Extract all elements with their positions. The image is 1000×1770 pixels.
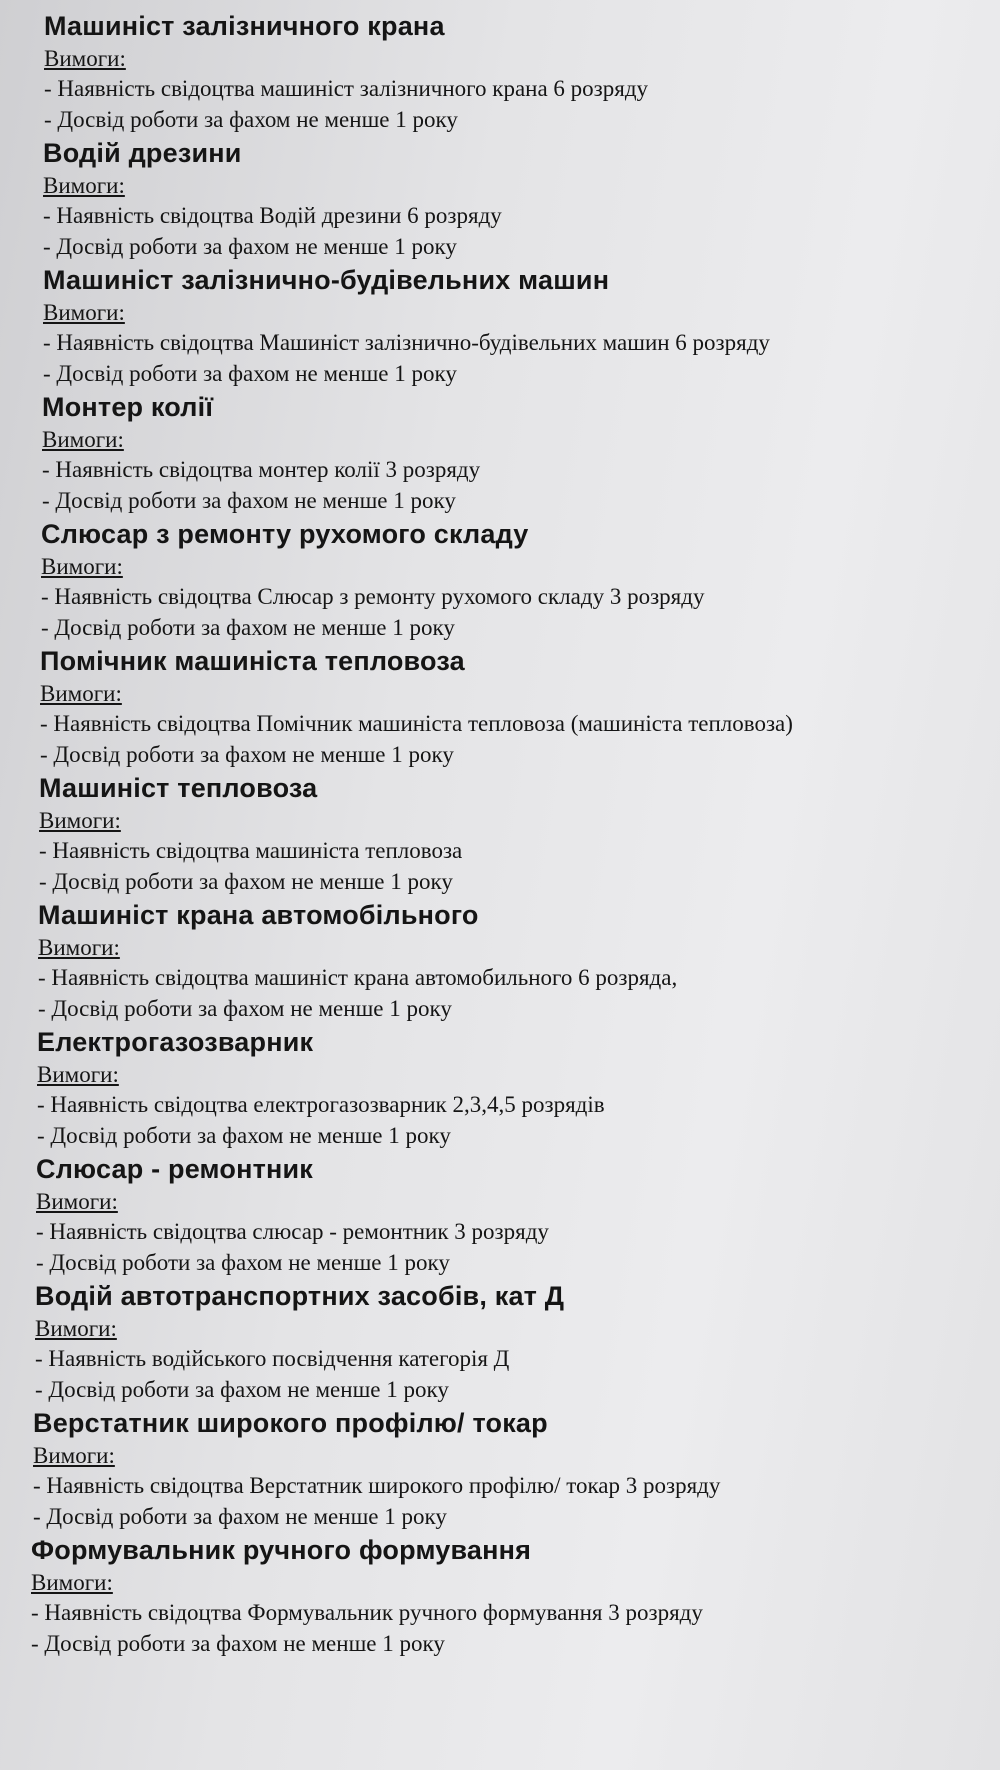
job-entry xyxy=(40,643,980,770)
requirement-item: - Досвід роботи за фахом не менше 1 року xyxy=(36,1249,450,1275)
requirements-label: Вимоги: xyxy=(33,1443,115,1468)
job-title: Машиніст крана автомобільного xyxy=(38,900,479,930)
job-title: Водій дрезини xyxy=(43,138,242,168)
requirement-item: - Наявність свідоцтва Верстатник широкого профілю/ токар 3 розряду xyxy=(33,1473,721,1498)
requirement-item: - Досвід роботи за фахом не менше 1 року xyxy=(41,614,455,640)
job-entry xyxy=(44,8,980,135)
job-entry xyxy=(43,135,980,262)
job-title: Верстатник широкого профілю/ токар xyxy=(33,1408,548,1438)
requirement-item: - Наявність свідоцтва слюсар - ремонтник 3 розряду xyxy=(36,1219,549,1244)
job-title: Машиніст залізничного крана xyxy=(44,11,445,41)
job-entry xyxy=(43,262,980,389)
requirement-item: - Досвід роботи за фахом не менше 1 року xyxy=(44,106,458,132)
job-title: Водій автотранспортних засобів, кат Д xyxy=(35,1281,565,1311)
requirement-item: - Наявність свідоцтва Формувальник ручного формування 3 розряду xyxy=(31,1600,703,1625)
requirement-item: - Досвід роботи за фахом не менше 1 року xyxy=(35,1376,449,1402)
requirements-label: Вимоги: xyxy=(43,173,125,198)
requirement-item: - Наявність свідоцтва Водій дрезини 6 розряду xyxy=(43,203,502,228)
requirements-label: Вимоги: xyxy=(35,1316,117,1341)
requirements-label: Вимоги: xyxy=(38,935,120,960)
job-entry xyxy=(39,770,980,897)
requirements-label: Вимоги: xyxy=(39,808,121,833)
job-title: Слюсар з ремонту рухомого складу xyxy=(41,519,529,549)
requirement-item: - Наявність свідоцтва електрогазозварник 2,3,4,5 розрядів xyxy=(37,1092,605,1117)
requirement-item: - Наявність свідоцтва машиніст крана автомобильного 6 розряда, xyxy=(38,965,678,990)
requirement-item: - Наявність свідоцтва Слюсар з ремонту рухомого складу 3 розряду xyxy=(41,584,705,609)
job-entry xyxy=(35,1278,980,1405)
requirement-item: - Досвід роботи за фахом не менше 1 року xyxy=(43,360,457,386)
requirement-item: - Досвід роботи за фахом не менше 1 року xyxy=(31,1630,445,1656)
job-title: Монтер колії xyxy=(42,392,214,422)
requirements-label: Вимоги: xyxy=(31,1570,113,1595)
job-entry xyxy=(36,1151,980,1278)
requirement-item: - Досвід роботи за фахом не менше 1 року xyxy=(39,868,453,894)
job-entry xyxy=(31,1532,980,1659)
requirement-item: - Досвід роботи за фахом не менше 1 року xyxy=(42,487,456,513)
requirements-label: Вимоги: xyxy=(43,300,125,325)
job-title: Формувальник ручного формування xyxy=(31,1535,532,1565)
job-title: Машиніст тепловоза xyxy=(39,773,318,803)
requirement-item: - Досвід роботи за фахом не менше 1 року xyxy=(38,995,452,1021)
job-entry xyxy=(42,389,980,516)
requirement-item: - Наявність свідоцтва Помічник машиніста тепловоза (машиніста тепловоза) xyxy=(40,711,793,736)
requirement-item: - Наявність свідоцтва машиніст залізничного крана 6 розряду xyxy=(44,76,649,101)
job-title: Машиніст залізнично-будівельних машин xyxy=(43,265,610,295)
requirement-item: - Досвід роботи за фахом не менше 1 року xyxy=(37,1122,451,1148)
job-entry xyxy=(38,897,980,1024)
requirements-label: Вимоги: xyxy=(37,1062,119,1087)
requirements-label: Вимоги: xyxy=(41,554,123,579)
requirement-item: - Наявність свідоцтва Машиніст залізнично-будівельних машин 6 розряду xyxy=(43,330,770,355)
job-title: Електрогазозварник xyxy=(37,1027,314,1057)
requirement-item: - Досвід роботи за фахом не менше 1 року xyxy=(43,233,457,259)
requirements-label: Вимоги: xyxy=(42,427,124,452)
job-entry xyxy=(41,516,980,643)
requirements-label: Вимоги: xyxy=(36,1189,118,1214)
requirement-item: - Досвід роботи за фахом не менше 1 року xyxy=(33,1503,447,1529)
requirement-item: - Досвід роботи за фахом не менше 1 року xyxy=(40,741,454,767)
job-entry xyxy=(37,1024,980,1151)
requirements-label: Вимоги: xyxy=(44,46,126,71)
requirement-item: - Наявність свідоцтва монтер колії 3 розряду xyxy=(42,457,481,482)
job-title: Помічник машиніста тепловоза xyxy=(40,646,465,676)
requirements-label: Вимоги: xyxy=(40,681,122,706)
requirement-item: - Наявність водійського посвідчення категорія Д xyxy=(35,1346,510,1371)
requirement-item: - Наявність свідоцтва машиніста тепловоза xyxy=(39,838,463,863)
job-title: Слюсар - ремонтник xyxy=(36,1154,314,1184)
job-entry xyxy=(33,1405,980,1532)
